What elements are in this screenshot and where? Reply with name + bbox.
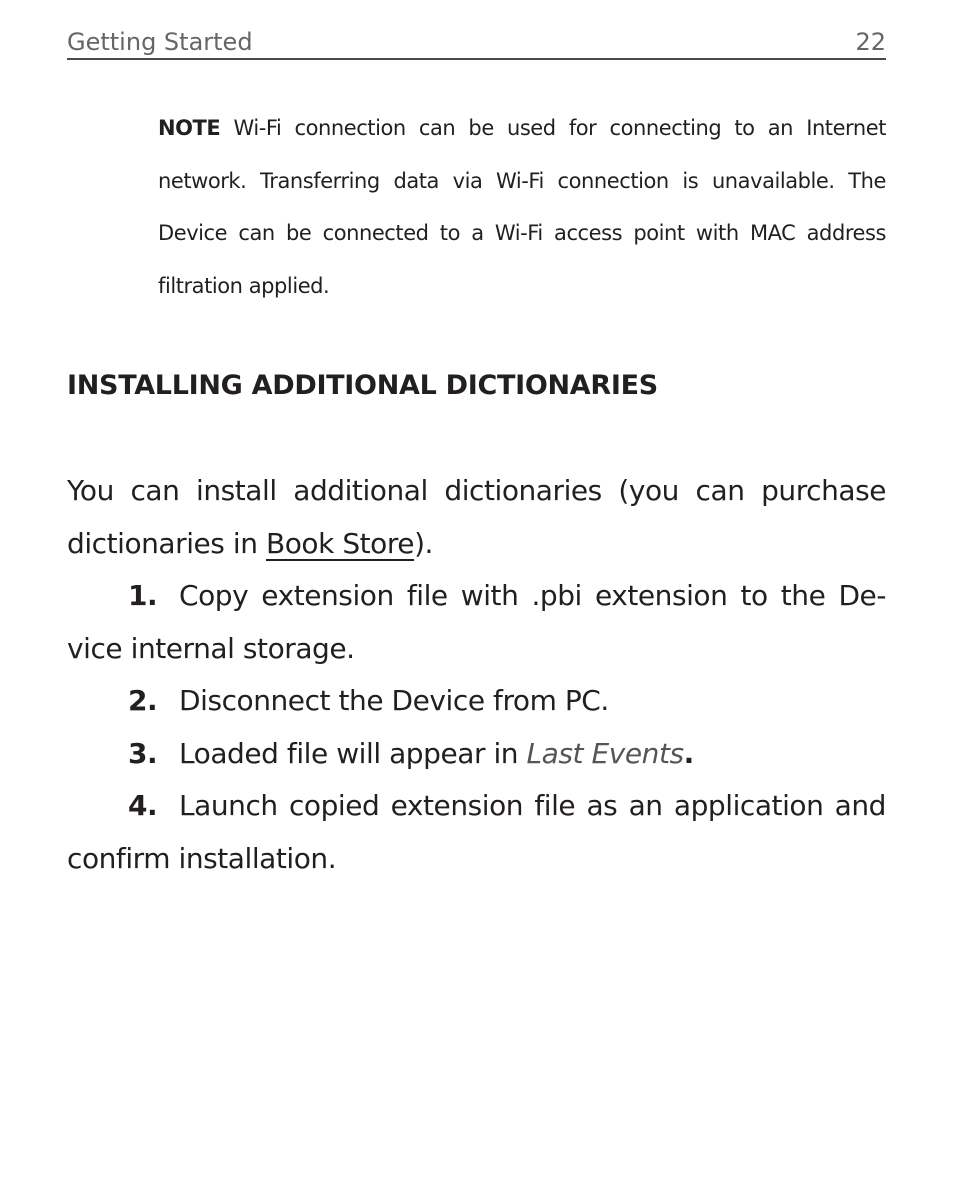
step-item (67, 675, 886, 728)
step-number: 2. (128, 684, 158, 717)
page-header (67, 24, 886, 60)
section-body (67, 465, 886, 885)
step-text-end: . (683, 736, 694, 770)
intro-paragraph (67, 465, 886, 570)
step-text: Copy extension file with .pbi extension to the De-vice internal storage. (67, 579, 886, 665)
step-item (67, 780, 886, 885)
step-item (67, 570, 886, 675)
book-store-link[interactable]: Book Store (265, 526, 415, 560)
intro-text: You can install additional dictionaries (you can purchase dictionaries in (67, 474, 886, 560)
note-label: NOTE (158, 116, 221, 140)
step-text: Disconnect the Device from PC. (179, 684, 609, 717)
running-header-title: Getting Started (67, 28, 253, 56)
step-number: 1. (128, 579, 158, 612)
step-number: 4. (128, 789, 158, 822)
note-text: Wi-Fi connection can be used for connecting to an Internet network. Transferring data via Wi-Fi connection is unavailable. The Device can be connected to a Wi-Fi access point with MAC address filtration applied. (158, 116, 886, 298)
step-text: Loaded file will appear in (179, 736, 527, 770)
intro-text-end: ). (414, 526, 434, 560)
step-number: 3. (128, 736, 158, 770)
step-text: Launch copied extension file as an application and confirm installation. (67, 789, 886, 875)
section-heading: INSTALLING ADDITIONAL DICTIONARIES (67, 370, 658, 401)
note-block (158, 102, 886, 312)
last-events-label: Last Events (526, 736, 684, 770)
page-number: 22 (855, 28, 886, 56)
step-item (67, 728, 886, 781)
